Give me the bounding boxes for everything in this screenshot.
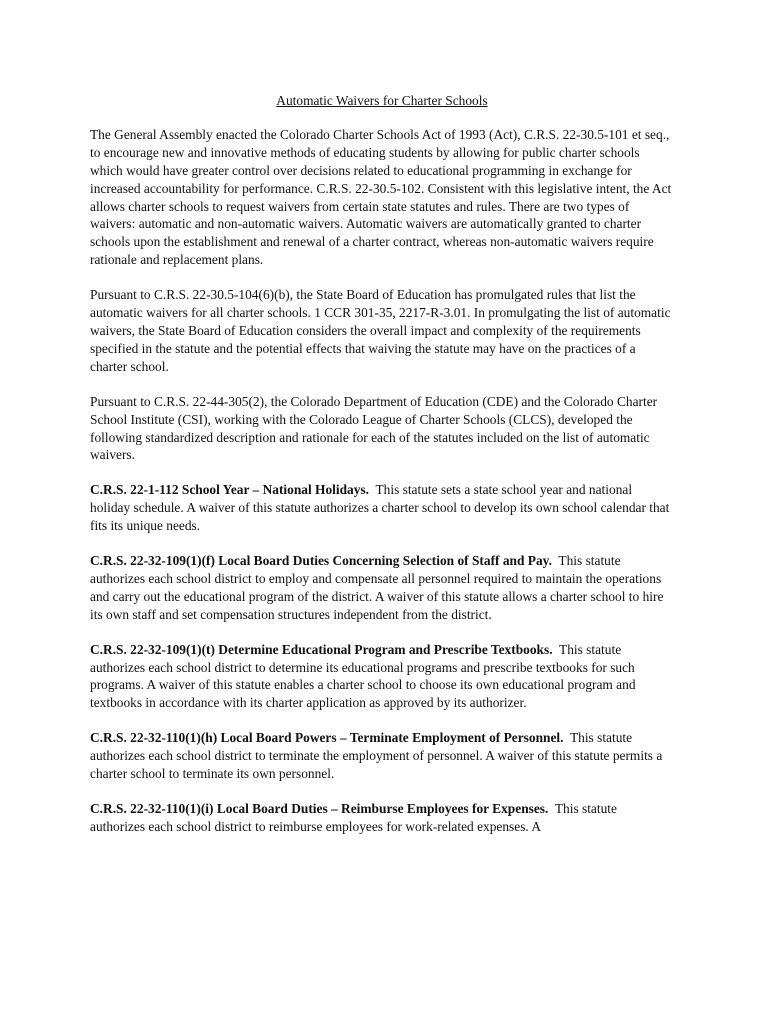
statute-text: This statute authorizes each school district to determine its educational programs and prescribe textbooks for such programs. A waiver of this statute enables a charter school to choose its own educational program and textbooks in accordance with its charter application as approved by its authorizer. <box>90 641 636 711</box>
statute-paragraph <box>90 481 674 535</box>
statute-text: This statute authorizes each school district to reimburse employees for work-related expenses. A <box>90 801 617 834</box>
statute-paragraph <box>90 800 674 836</box>
statute-text: This statute authorizes each school district to employ and compensate all personnel required to maintain the operations and carry out the educational program of the district. A waiver of this statute allows a charter school to hire its own staff and set compensation structures independent from the district. <box>90 553 664 622</box>
statute-heading: C.R.S. 22-32-109(1)(t) Determine Educational Program and Prescribe Textbooks. <box>90 641 553 657</box>
intro-paragraph-3: Pursuant to C.R.S. 22-44-305(2), the Colorado Department of Education (CDE) and the Colorado Charter School Institute (CSI), working with the Colorado League of Charter Schools (CLCS), developed the following standardized description and rationale for each of the statutes included on the list of automatic waivers. <box>90 393 658 463</box>
statute-paragraph <box>90 552 674 624</box>
statute-paragraph <box>90 729 674 783</box>
statute-heading: C.R.S. 22-32-110(1)(h) Local Board Powers – Terminate Employment of Personnel. <box>90 730 564 746</box>
intro-paragraph-2: Pursuant to C.R.S. 22-30.5-104(6)(b), the State Board of Education has promulgated rules that list the automatic waivers for all charter schools. 1 CCR 301-35, 2217-R-3.01. In promulgating the list of automatic waivers, the State Board of Education considers the overall impact and complexity of the requirements specified in the statute and the potential effects that waiving the statute may have on the practices of a charter school. <box>90 287 671 374</box>
statute-heading: C.R.S. 22-1-112 School Year – National Holidays. <box>90 482 369 498</box>
document-page <box>90 92 674 853</box>
statute-text: This statute sets a state school year and national holiday schedule. A waiver of this statute authorizes a charter school to develop its own school calendar that fits its unique needs. <box>90 482 670 534</box>
intro-paragraph-1: The General Assembly enacted the Colorado Charter Schools Act of 1993 (Act), C.R.S. 22-30.5-101 et seq., to encourage new and innovative methods of educating students by allowing for public charter schools which would have greater control over decisions related to educational programming in exchange for increased accountability for performance. C.R.S. 22-30.5-102. Consistent with this legislative intent, the Act allows charter schools to request waivers from certain state statutes and rules. There are two types of waivers: automatic and non-automatic waivers. Automatic waivers are automatically granted to charter schools upon the establishment and renewal of a charter contract, whereas non-automatic waivers require rationale and replacement plans. <box>90 126 672 268</box>
statute-paragraph <box>90 641 674 713</box>
statute-heading: C.R.S. 22-32-109(1)(f) Local Board Duties Concerning Selection of Staff and Pay. <box>90 553 552 569</box>
statute-text: This statute authorizes each school district to terminate the employment of personnel. A waiver of this statute permits a charter school to terminate its own personnel. <box>90 730 663 782</box>
statute-heading: C.R.S. 22-32-110(1)(i) Local Board Duties – Reimburse Employees for Expenses. <box>90 801 549 816</box>
document-title: Automatic Waivers for Charter Schools <box>276 93 488 108</box>
